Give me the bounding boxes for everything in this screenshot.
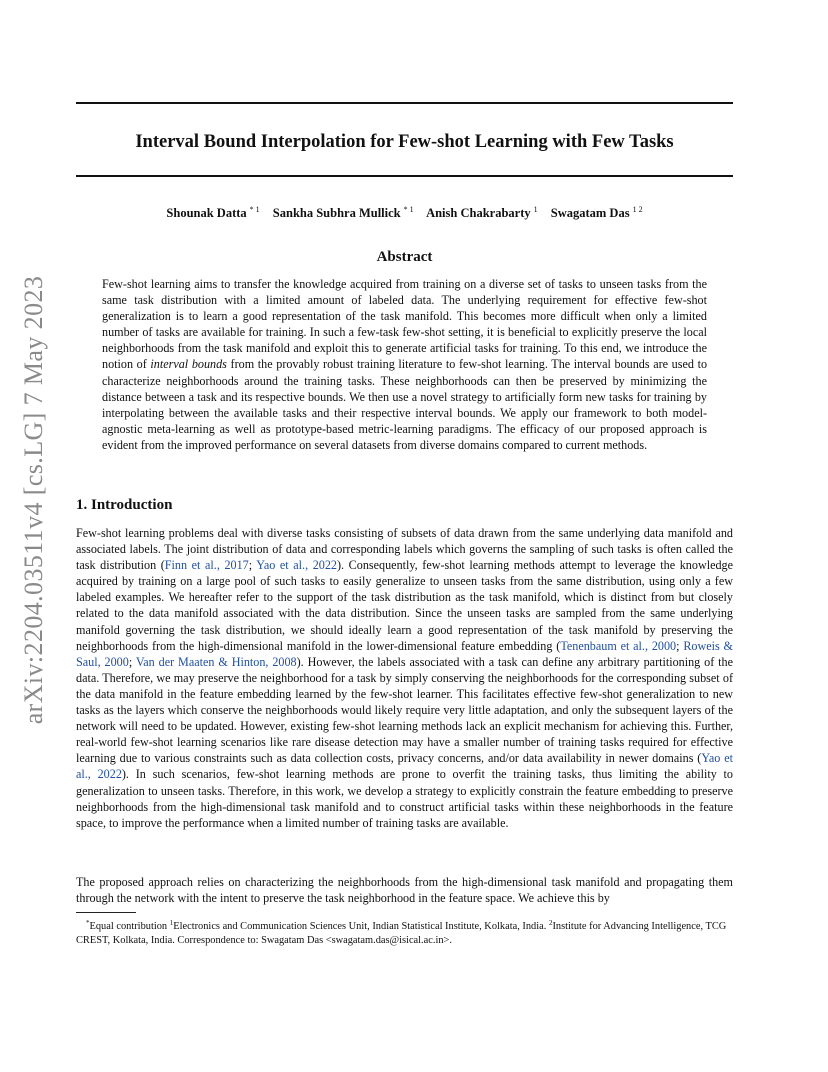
- author-3: [426, 206, 548, 220]
- citation-link[interactable]: Yao et al., 2022: [256, 558, 337, 573]
- paragraph-text: ). Consequently, few-shot learning methods attempt to leverage the knowledge acquired by training on a large pool of such tasks to easily generalize to unseen tasks from the same distribution, using only a few labeled examples. We hereafter refer to the support of the task distribution as the task manifold, which is distinct from but closely related to the data manifold associated with the data distribution. Since the unseen tasks are sampled from the same underlying manifold governing the task distribution, we should ideally learn a good representation of the task manifold by preserving the neighborhoods from the high-dimensional manifold in the lower-dimensional feature embedding (: [76, 558, 733, 653]
- paragraph-text: ;: [676, 638, 684, 653]
- paragraph-text: ;: [248, 558, 257, 573]
- abstract-text: [102, 276, 707, 453]
- footnote-mark: 1: [169, 919, 174, 927]
- author-affiliation-marks: 1: [533, 205, 538, 214]
- author-1: [166, 206, 269, 220]
- section-heading-introduction: 1. Introduction: [76, 497, 173, 513]
- author-name: Swagatam Das: [550, 206, 630, 220]
- paper-title: Interval Bound Interpolation for Few-shot Learning with Few Tasks: [135, 132, 674, 152]
- paragraph-text: ;: [128, 654, 136, 669]
- footnote-rule: [76, 912, 136, 913]
- citation-link[interactable]: Finn et al., 2017: [164, 558, 249, 573]
- author-affiliation-marks: 1 2: [632, 205, 643, 214]
- paragraph-text: Few-shot learning problems deal with diverse tasks consisting of subsets of data drawn from the same underlying data manifold and associated labels. The joint distribution of data and corresponding labels which governs the sampling of such tasks is often called the task distribution (: [76, 526, 733, 573]
- paragraph-text: ). However, the labels associated with a task can define any arbitrary partitioning of the data. Therefore, we may preserve the neighborhood for a task by simply conserving the neighborhoods for the corresponding subset of the data manifold in the feature embedding learned by the few-shot learner. This facilitates effective few-shot generalization to new tasks as the layers which conserve the neighborhoods would likely require very little adaptation, and only the subsequent layers of the network will need to be updated. However, existing few-shot learning methods lack an explicit mechanism for achieving this. Further, real-world few-shot learning scenarios like rare disease detection may have a smaller number of training tasks required for effective learning due to various constraints such as data collection costs, privacy concerns, and/or data availability in newer domains (: [76, 654, 733, 766]
- title-top-rule: [76, 102, 733, 104]
- citation-link[interactable]: Tenenbaum et al., 2000: [560, 638, 677, 653]
- title-bottom-rule: [76, 175, 733, 177]
- author-affiliation-marks: * 1: [403, 205, 414, 214]
- author-list: [76, 205, 733, 221]
- footnote-mark: 2: [548, 919, 553, 927]
- paragraph-text: ). In such scenarios, few-shot learning methods are prone to overfit the training tasks, thus limiting the ability to generalization to unseen tasks. Therefore, in this work, we develop a strategy to explicitly constrain the feature embedding to preserve neighborhoods from the high-dimensional task manifold and to construct artificial tasks within these neighborhoods in the feature space, to improve the performance when a limited number of training tasks are available.: [76, 767, 733, 830]
- abstract-text-part: Few-shot learning aims to transfer the knowledge acquired from training on a diverse set of tasks to unseen tasks from the same task distribution with a limited amount of labeled data. The underlying requirement for effective few-shot generalization is to learn a good representation of the task manifold. This becomes more difficult when only a limited number of tasks are available for training. In such a few-task few-shot setting, it is beneficial to explicitly preserve the local neighborhoods from the task manifold and exploit this to generate artificial tasks for training. To this end, we introduce the notion of: [102, 277, 707, 372]
- abstract-text-part: from the provably robust training literature to few-shot learning. The interval bounds are used to characterize neighborhoods around the training tasks. These neighborhoods can then be preserved by minimizing the distance between a task and its respective bounds. We then use a novel strategy to artificially form new tasks for training by interpolating between the available tasks and their respective interval bounds. We apply our framework to both model-agnostic meta-learning as well as prototype-based metric-learning paradigms. The efficacy of our proposed approach is evident from the improved performance on several datasets from diverse domains compared to current methods.: [102, 357, 708, 452]
- author-affiliation-marks: * 1: [249, 205, 260, 214]
- author-4: [551, 206, 643, 220]
- author-name: Sankha Subhra Mullick: [272, 206, 401, 220]
- footnote-text: Equal contribution: [89, 921, 170, 932]
- citation-link[interactable]: Roweis & Saul, 2000: [76, 638, 733, 669]
- author-name: Anish Chakrabarty: [426, 206, 531, 220]
- intro-paragraph-1: [76, 525, 733, 831]
- arxiv-identifier-stamp: [19, 275, 48, 725]
- author-name: Shounak Datta: [166, 206, 247, 220]
- intro-paragraph-2: The proposed approach relies on characterizing the neighborhoods from the high-dimensional task manifold and propagating them through the network with the intent to preserve the task neighborhood in the feature space. We achieve this by: [76, 875, 733, 906]
- author-2: [273, 206, 424, 220]
- citation-link[interactable]: Yao et al., 2022: [76, 751, 733, 782]
- footnote-text: Electronics and Communication Sciences Unit, Indian Statistical Institute, Kolkata, India.: [173, 921, 549, 932]
- arxiv-identifier-text: arXiv:2204.03511v4 [cs.LG] 7 May 2023: [19, 275, 48, 725]
- citation-link[interactable]: Van der Maaten & Hinton, 2008: [135, 654, 297, 669]
- footnote-mark: *: [86, 919, 90, 927]
- abstract-emphasis: interval bounds: [150, 357, 227, 372]
- footnote: [76, 916, 733, 948]
- footnote-text: Institute for Advancing Intelligence, TCG CREST, Kolkata, India. Correspondence to: Swagatam Das <swagatam.das@isical.ac.in>.: [76, 921, 727, 946]
- abstract-heading: Abstract: [376, 249, 433, 265]
